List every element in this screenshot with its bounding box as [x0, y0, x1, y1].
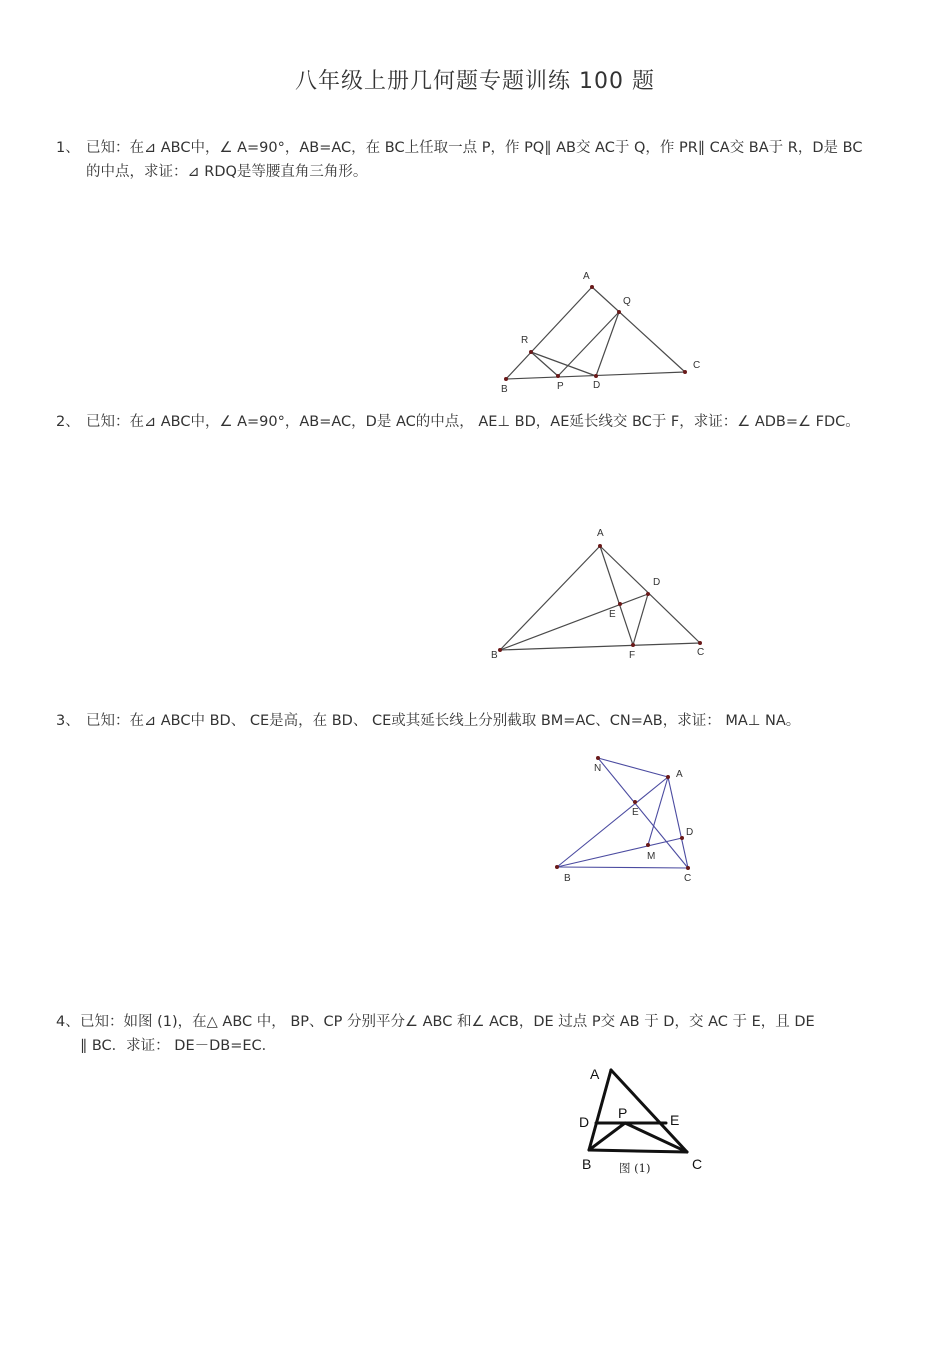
label-E: E — [632, 807, 639, 818]
label-D: D — [593, 380, 601, 391]
figure-caption: 图 (1) — [619, 1161, 651, 1175]
label-N: N — [594, 763, 602, 774]
label-A: A — [597, 528, 604, 539]
problem-line: 的中点，求证：⊿ RDQ是等腰直角三角形。 — [86, 164, 368, 180]
problem-number: 3、 — [56, 713, 80, 729]
label-E: E — [670, 1112, 680, 1128]
label-D: D — [686, 827, 694, 838]
label-E: E — [609, 609, 616, 620]
label-B: B — [491, 650, 498, 661]
document-title: 八年级上册几何题专题训练 100 题 — [295, 69, 655, 94]
label-C: C — [693, 360, 701, 371]
label-R: R — [521, 335, 529, 346]
problem-line: 已知：在⊿ ABC中 BD、 CE是高，在 BD、 CE或其延长线上分别截取 BM=AC、CN=AB，求证： MA⊥ NA。 — [86, 713, 801, 729]
problem-number: 4、 — [56, 1014, 80, 1030]
label-P: P — [618, 1105, 628, 1121]
problem-number: 1、 — [56, 140, 80, 156]
label-A: A — [676, 769, 683, 780]
label-B: B — [564, 873, 571, 884]
label-M: M — [647, 851, 656, 862]
problem-number: 2、 — [56, 414, 80, 430]
label-A: A — [583, 271, 590, 282]
label-B: B — [501, 384, 508, 395]
label-A: A — [590, 1066, 600, 1082]
label-D: D — [653, 577, 661, 588]
label-P: P — [557, 381, 564, 392]
label-B: B — [582, 1156, 592, 1172]
label-C: C — [692, 1156, 703, 1172]
problem-line: 已知：如图 (1)，在△ ABC 中， BP、CP 分别平分∠ ABC 和∠ ACB，DE 过点 P交 AB 于 D，交 AC 于 E，且 DE — [80, 1014, 815, 1030]
label-D: D — [579, 1114, 590, 1130]
problem-line: ∥ BC．求证： DE－DB=EC． — [80, 1038, 277, 1054]
label-C: C — [697, 647, 705, 658]
label-F: F — [629, 650, 636, 661]
label-C: C — [684, 873, 692, 884]
problem-line: 已知：在⊿ ABC中，∠ A=90°，AB=AC，在 BC上任取一点 P，作 PQ∥ AB交 AC于 Q，作 PR∥ CA交 BA于 R，D是 BC — [86, 140, 863, 156]
label-Q: Q — [623, 296, 631, 307]
problem-line: 已知：在⊿ ABC中，∠ A=90°，AB=AC，D是 AC的中点， AE⊥ BD，AE延长线交 BC于 F，求证：∠ ADB=∠ FDC。 — [86, 414, 860, 430]
